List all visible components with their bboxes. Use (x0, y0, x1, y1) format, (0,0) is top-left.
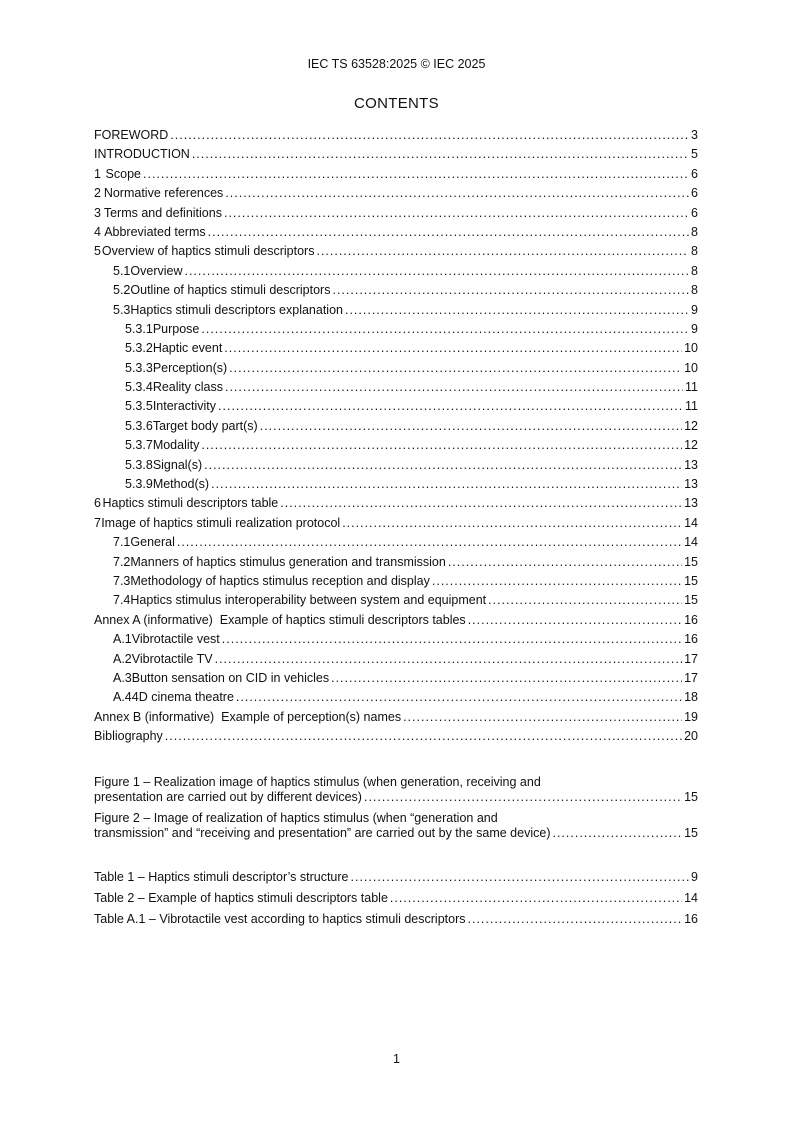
toc-page: 8 (691, 263, 698, 278)
toc-page: 13 (684, 457, 698, 472)
table-of-contents (94, 126, 698, 930)
toc-title: General (130, 535, 175, 550)
figure-entry[interactable] (94, 775, 698, 805)
dot-leader (143, 165, 689, 184)
toc-entry[interactable] (94, 417, 698, 436)
toc-number: 2 (94, 186, 101, 201)
toc-title: Abbreviated terms (104, 224, 206, 239)
toc-page: 11 (685, 399, 698, 414)
toc-entry[interactable] (94, 262, 698, 281)
toc-page: 8 (691, 283, 698, 298)
toc-title: FOREWORD (94, 128, 169, 142)
toc-page: 15 (684, 593, 698, 608)
table-page: 14 (684, 890, 698, 905)
dot-leader (280, 494, 682, 513)
page-number: 1 (393, 1052, 400, 1066)
dot-leader (552, 826, 682, 841)
toc-entry[interactable] (94, 494, 698, 513)
dot-leader (403, 708, 682, 727)
toc-title: Vibrotactile vest (131, 632, 220, 647)
dot-leader (184, 262, 689, 281)
figure-title-line2: presentation are carried out by different devices) (94, 789, 362, 804)
toc-number: 7.3 (113, 573, 131, 588)
table-title: Table 2 – Example of haptics stimuli descriptors table (94, 890, 388, 905)
toc-entry[interactable] (94, 126, 698, 145)
toc-page: 8 (691, 244, 698, 259)
toc-page: 10 (684, 341, 698, 356)
table-page: 9 (691, 869, 698, 884)
toc-title: Overview (130, 263, 183, 278)
dot-leader (390, 888, 682, 909)
dot-leader (332, 281, 689, 300)
dot-leader (448, 553, 682, 572)
toc-number: 4 (94, 224, 101, 239)
toc-page: 14 (684, 535, 698, 550)
dot-leader (165, 727, 682, 746)
toc-page: 12 (684, 438, 698, 453)
toc-page: 8 (691, 224, 698, 239)
toc-title: Button sensation on CID in vehicles (131, 670, 330, 685)
page-title: CONTENTS (354, 95, 439, 112)
document-header: IEC TS 63528:2025 © IEC 2025 (307, 57, 486, 71)
toc-title: Haptics stimuli descriptors table (102, 496, 279, 511)
toc-entry[interactable] (94, 339, 698, 358)
figure-page: 15 (684, 789, 698, 804)
dot-leader (225, 378, 683, 397)
toc-entry[interactable] (94, 475, 698, 494)
toc-page: 15 (684, 554, 698, 569)
dot-leader (467, 909, 682, 930)
toc-number: A.4 (113, 690, 132, 705)
toc-number: 7.1 (113, 535, 131, 550)
toc-title: Vibrotactile TV (131, 651, 213, 666)
toc-page: 6 (691, 166, 698, 181)
toc-number: 1 (94, 166, 101, 181)
toc-entry[interactable] (94, 165, 698, 184)
toc-page: 12 (684, 418, 698, 433)
figure-page: 15 (684, 825, 698, 840)
toc-entry[interactable] (94, 204, 698, 223)
toc-number: A.3 (113, 670, 132, 685)
toc-page: 13 (684, 477, 698, 492)
toc-number: 7.2 (113, 554, 131, 569)
toc-page: 13 (684, 496, 698, 511)
toc-title: Haptics stimulus interoperability between system and equipment (130, 593, 487, 608)
toc-title: Annex A (informative) Example of haptics stimuli descriptors tables (94, 612, 466, 627)
dot-leader (192, 145, 689, 164)
toc-page: 14 (684, 515, 698, 530)
dot-leader (342, 514, 682, 533)
toc-title: Manners of haptics stimulus generation and transmission (130, 554, 446, 569)
toc-title: INTRODUCTION (94, 147, 190, 162)
toc-entry[interactable] (94, 281, 698, 300)
toc-entry[interactable] (94, 378, 698, 397)
dot-leader (345, 301, 689, 320)
toc-number: 7.4 (113, 593, 131, 608)
toc-number: 5.3.9 (125, 477, 153, 492)
toc-entry[interactable] (94, 223, 698, 242)
toc-title: Bibliography (94, 729, 163, 744)
toc-page: 17 (684, 651, 698, 666)
toc-number: 5.3.8 (125, 457, 153, 472)
toc-page: 3 (691, 128, 698, 142)
toc-page: 6 (691, 205, 698, 220)
toc-title: Outline of haptics stimuli descriptors (130, 283, 331, 298)
dot-leader (170, 126, 689, 145)
dot-leader (331, 669, 682, 688)
toc-number: 5.3 (113, 302, 131, 317)
dot-leader (432, 572, 682, 591)
toc-page: 15 (684, 573, 698, 588)
toc-title: Image of haptics stimuli realization protocol (101, 515, 341, 530)
table-entry[interactable] (94, 867, 698, 888)
toc-number: 6 (94, 496, 101, 511)
toc-page: 17 (684, 670, 698, 685)
toc-title: Normative references (103, 186, 224, 201)
dot-leader (218, 397, 683, 416)
toc-page: 9 (691, 302, 698, 317)
toc-number: 5 (94, 244, 101, 259)
toc-number: 5.3.7 (125, 438, 153, 453)
table-title: Table A.1 – Vibrotactile vest according to haptics stimuli descriptors (94, 911, 466, 926)
toc-title: Method(s) (152, 477, 210, 492)
toc-entry[interactable] (94, 320, 698, 339)
toc-number: A.1 (113, 632, 132, 647)
dot-leader (351, 867, 690, 888)
toc-entry[interactable] (94, 688, 698, 707)
toc-entry[interactable] (94, 630, 698, 649)
toc-entry[interactable] (94, 359, 698, 378)
toc-entry[interactable] (94, 514, 698, 533)
toc-number: 5.3.4 (125, 380, 153, 395)
toc-title: Overview of haptics stimuli descriptors (101, 244, 315, 259)
toc-page: 5 (691, 147, 698, 162)
dot-leader (260, 417, 682, 436)
toc-number: 5.1 (113, 263, 131, 278)
toc-title: Terms and definitions (103, 205, 222, 220)
toc-title: 4D cinema theatre (131, 690, 234, 705)
toc-number: 5.3.5 (125, 399, 153, 414)
dot-leader (201, 320, 689, 339)
toc-number: 5.3.2 (125, 341, 153, 356)
toc-number: 7 (94, 515, 101, 530)
dot-leader (177, 533, 682, 552)
dot-leader (208, 223, 689, 242)
toc-page: 20 (684, 729, 698, 744)
toc-entry[interactable] (94, 708, 698, 727)
dot-leader (236, 688, 682, 707)
toc-entry[interactable] (94, 242, 698, 261)
toc-title: Perception(s) (152, 360, 228, 375)
toc-entry[interactable] (94, 436, 698, 455)
toc-entry[interactable] (94, 397, 698, 416)
toc-title: Haptics stimuli descriptors explanation (130, 302, 343, 317)
dot-leader (224, 339, 682, 358)
toc-title: Reality class (152, 380, 223, 395)
table-entry[interactable] (94, 909, 698, 930)
toc-title: Purpose (152, 321, 200, 336)
dot-leader (215, 650, 682, 669)
toc-entry[interactable] (94, 669, 698, 688)
toc-entry[interactable] (94, 533, 698, 552)
toc-number: 5.2 (113, 283, 131, 298)
dot-leader (316, 242, 689, 261)
toc-title: Methodology of haptics stimulus reception and display (130, 573, 430, 588)
toc-number: 5.3.6 (125, 418, 153, 433)
toc-title: Annex B (informative) Example of perception(s) names (94, 709, 402, 724)
table-title: Table 1 – Haptics stimuli descriptor’s structure (94, 869, 349, 884)
toc-title: Signal(s) (152, 457, 203, 472)
toc-entry[interactable] (94, 591, 698, 610)
figure-title-line2: transmission” and “receiving and presentation” are carried out by the same device) (94, 825, 551, 840)
toc-page: 16 (684, 632, 698, 647)
dot-leader (229, 359, 682, 378)
dot-leader (201, 436, 682, 455)
dot-leader (204, 456, 682, 475)
toc-page: 11 (685, 380, 698, 395)
toc-title: Target body part(s) (152, 418, 258, 433)
toc-entry[interactable] (94, 456, 698, 475)
toc-entry[interactable] (94, 301, 698, 320)
toc-number: A.2 (113, 651, 132, 666)
toc-title: Scope (105, 166, 141, 181)
dot-leader (364, 790, 682, 805)
toc-entry[interactable] (94, 184, 698, 203)
toc-title: Modality (152, 438, 200, 453)
toc-number: 3 (94, 205, 101, 220)
dot-leader (225, 184, 689, 203)
toc-entry[interactable] (94, 727, 698, 746)
table-page: 16 (684, 911, 698, 926)
toc-page: 10 (684, 360, 698, 375)
toc-page: 18 (684, 690, 698, 705)
dot-leader (468, 611, 682, 630)
figure-title-line1: Figure 1 – Realization image of haptics stimulus (when generation, receiving and (94, 774, 541, 789)
figure-title-line1: Figure 2 – Image of realization of haptics stimulus (when “generation and (94, 810, 498, 825)
toc-entry[interactable] (94, 650, 698, 669)
dot-leader (222, 630, 682, 649)
toc-page: 19 (684, 709, 698, 724)
toc-title: Haptic event (152, 341, 223, 356)
toc-entry[interactable] (94, 145, 698, 164)
toc-number: 5.3.1 (125, 321, 153, 336)
toc-title: Interactivity (152, 399, 217, 414)
toc-number: 5.3.3 (125, 360, 153, 375)
toc-entry[interactable] (94, 553, 698, 572)
toc-page: 9 (691, 321, 698, 336)
figure-entry[interactable] (94, 811, 698, 841)
toc-page: 6 (691, 186, 698, 201)
table-entry[interactable] (94, 888, 698, 909)
toc-page: 16 (684, 612, 698, 627)
dot-leader (211, 475, 682, 494)
dot-leader (488, 591, 682, 610)
dot-leader (224, 204, 689, 223)
toc-entry[interactable] (94, 611, 698, 630)
toc-entry[interactable] (94, 572, 698, 591)
